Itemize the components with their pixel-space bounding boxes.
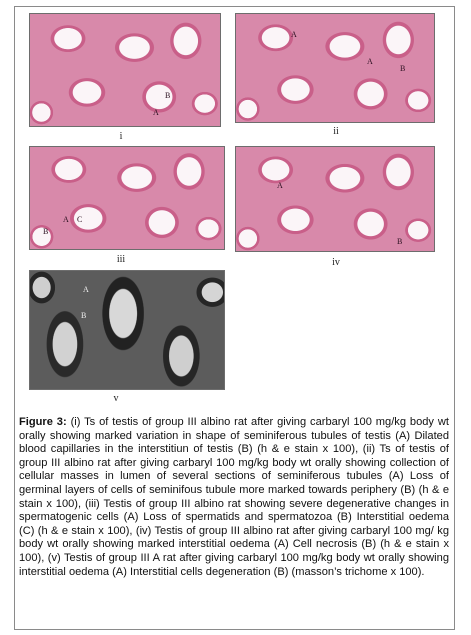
panel-iv-caption: iv [332,257,340,268]
panel-iii-caption: iii [116,254,126,265]
panel-ii-label-a1: A [291,30,297,39]
panel-iii-label-a: A [63,215,69,224]
caption-text: (i) Ts of testis of group III albino rat after giving carbaryl 100 mg/kg body wt orally showing marked variation in shape of seminiferous tubules of testis (A) Dilated blood capillaries in the interstitiun of testis (B) (h & e stain x 100), (ii) Ts of testis of group III albino rat after giving carbaryl 100 mg/kg body wt orally showing collection of cellular masses in lumen of several sections of seminiferous tubules (A) Loss of germinal layers of cells of seminifous tubule more marked towards periphery (B) (h & e stain x 100), (iii) Testis of group III albino rat showing severe degenerative changes in spermatogenic cells (A) Loss of spermatids and spermatozoa (B) Interstitial oedema (C) (h & e stain x 100), (iv) Testis of group III albino rat after giving carbaryl 100 mg/ kg body wt orally showing marked interstitial oedema (A) Cell necrosis (B) (h & e stain x 100), (v) Testis of group III A rat after giving carbaryl 100 mg/kg body wt orally showing interstitial oedema (A) Interstitial cells degeneration (B) (masson’s trichome x 100). [19,416,449,578]
panel-ii-caption: ii [333,126,339,137]
figure-label: Figure 3: [19,416,67,428]
panel-iii-label-b: B [43,227,49,236]
panel-iii-label-c: C [77,215,83,224]
micrograph-ii [235,13,435,123]
panel-v-caption: v [113,393,119,404]
panel-ii-label-b: B [400,64,406,73]
micrograph-iv [235,146,435,252]
panel-ii-label-a2: A [367,57,373,66]
panel-i-label-a: A [153,108,159,117]
panel-iv-label-b: B [397,237,403,246]
panel-iv-label-a: A [277,181,283,190]
micrograph-v [29,270,225,390]
panel-i-label-b: B [165,91,171,100]
panel-v-label-b: B [81,311,87,320]
panel-i-caption: i [119,131,123,142]
panel-v-label-a: A [83,285,89,294]
figure-caption [19,416,449,579]
micrograph-i [29,13,221,127]
micrograph-iii [29,146,225,250]
